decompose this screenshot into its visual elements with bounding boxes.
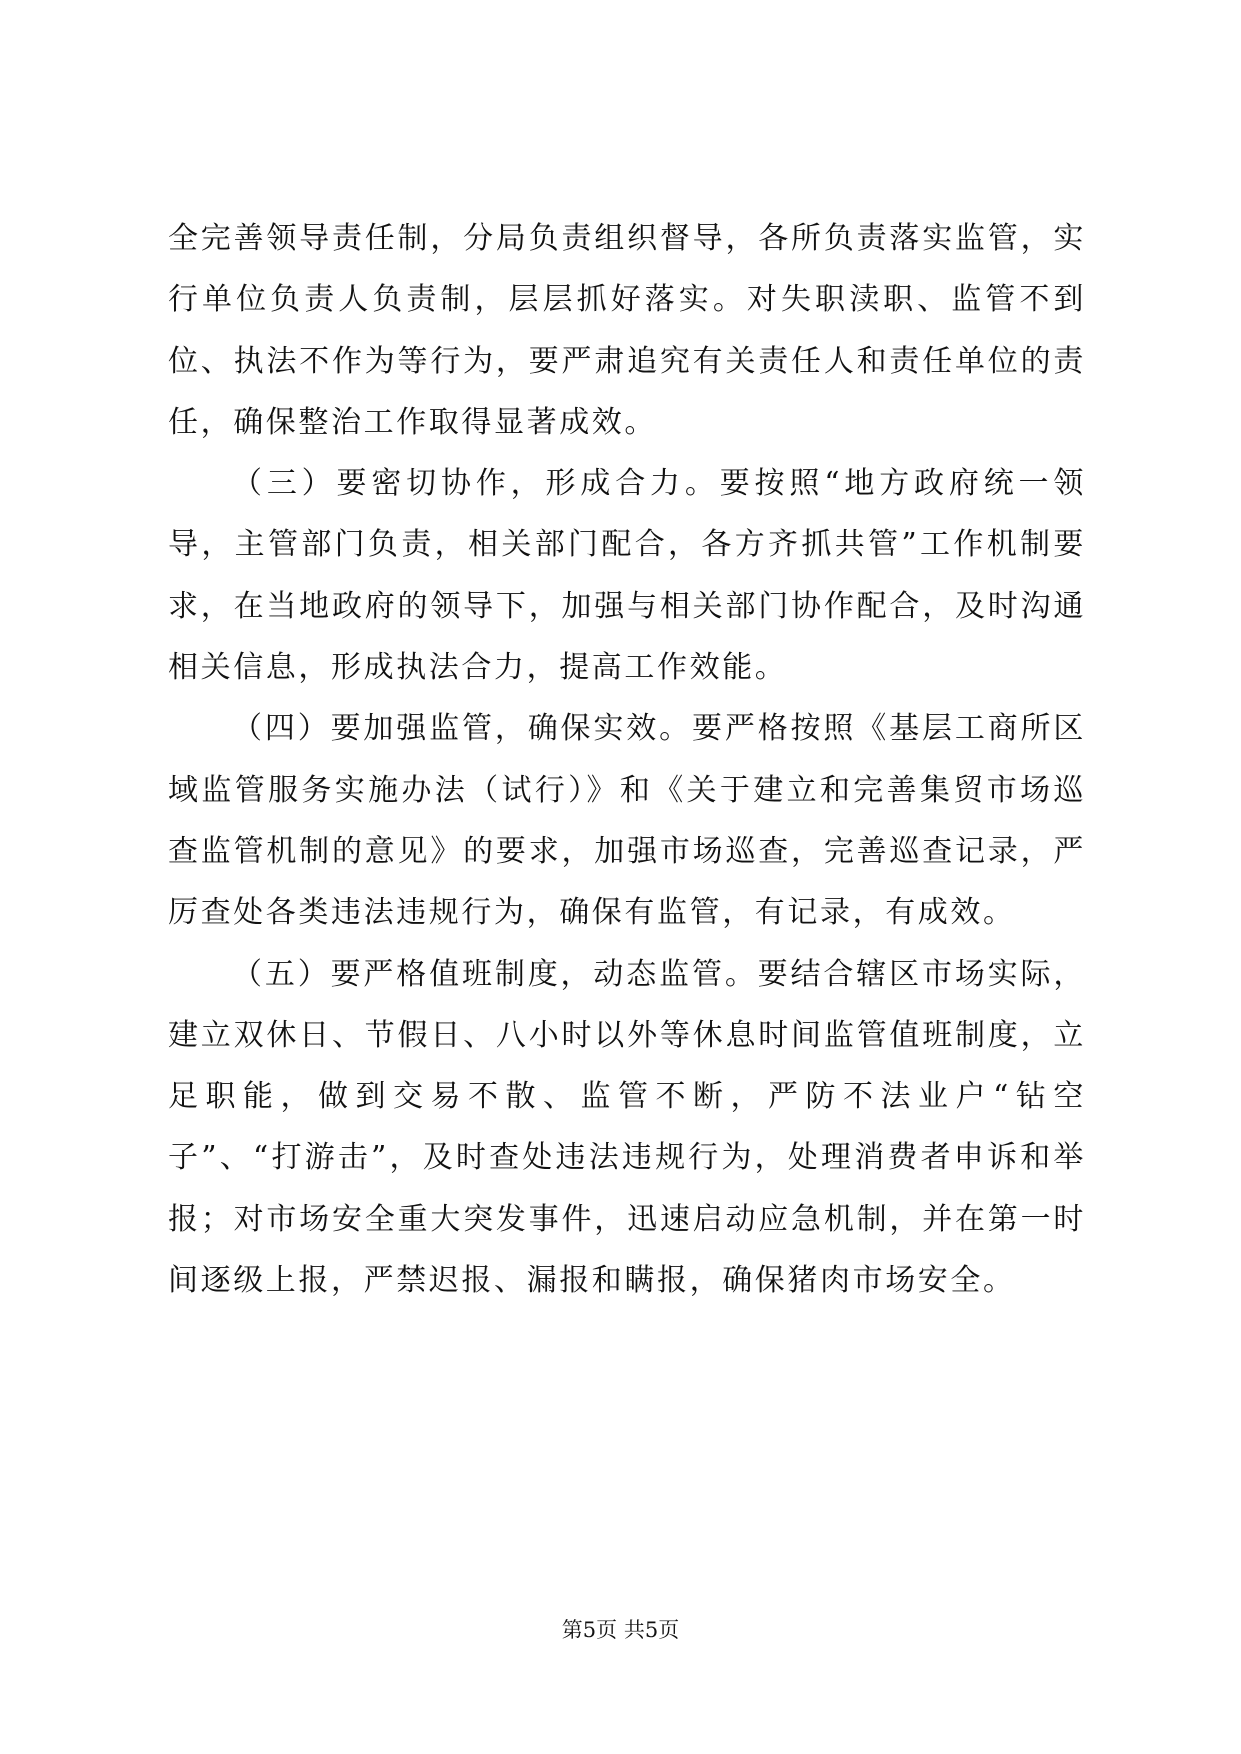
document-body (168, 208, 1086, 1311)
paragraph-section-5: （五）要严格值班制度，动态监管。要结合辖区市场实际，建立双休日、节假日、八小时以外等休息时间监管值班制度，立足职能，做到交易不散、监管不断，严防不法业户“钻空子”、“打游击”，及时查处违法违规行为，处理消费者申诉和举报；对市场安全重大突发事件，迅速启动应急机制，并在第一时间逐级上报，严禁迟报、漏报和瞒报，确保猪肉市场安全。 (168, 956, 1086, 1299)
paragraph-section-4: （四）要加强监管，确保实效。要严格按照《基层工商所区域监管服务实施办法（试行）》和《关于建立和完善集贸市场巡查监管机制的意见》的要求，加强市场巡查，完善巡查记录，严厉查处各类违法违规行为，确保有监管，有记录，有成效。 (168, 711, 1086, 931)
paragraph-section-3: （三）要密切协作，形成合力。要按照“地方政府统一领导，主管部门负责，相关部门配合，各方齐抓共管”工作机制要求，在当地政府的领导下，加强与相关部门协作配合，及时沟通相关信息，形成执法合力，提高工作效能。 (168, 466, 1086, 686)
page-footer: 第5页 共5页 (561, 1618, 680, 1642)
paragraph-continued: 全完善领导责任制，分局负责组织督导，各所负责落实监管，实行单位负责人负责制，层层抓好落实。对失职渎职、监管不到位、执法不作为等行为，要严肃追究有关责任人和责任单位的责任，确保整治工作取得显著成效。 (168, 221, 1086, 440)
